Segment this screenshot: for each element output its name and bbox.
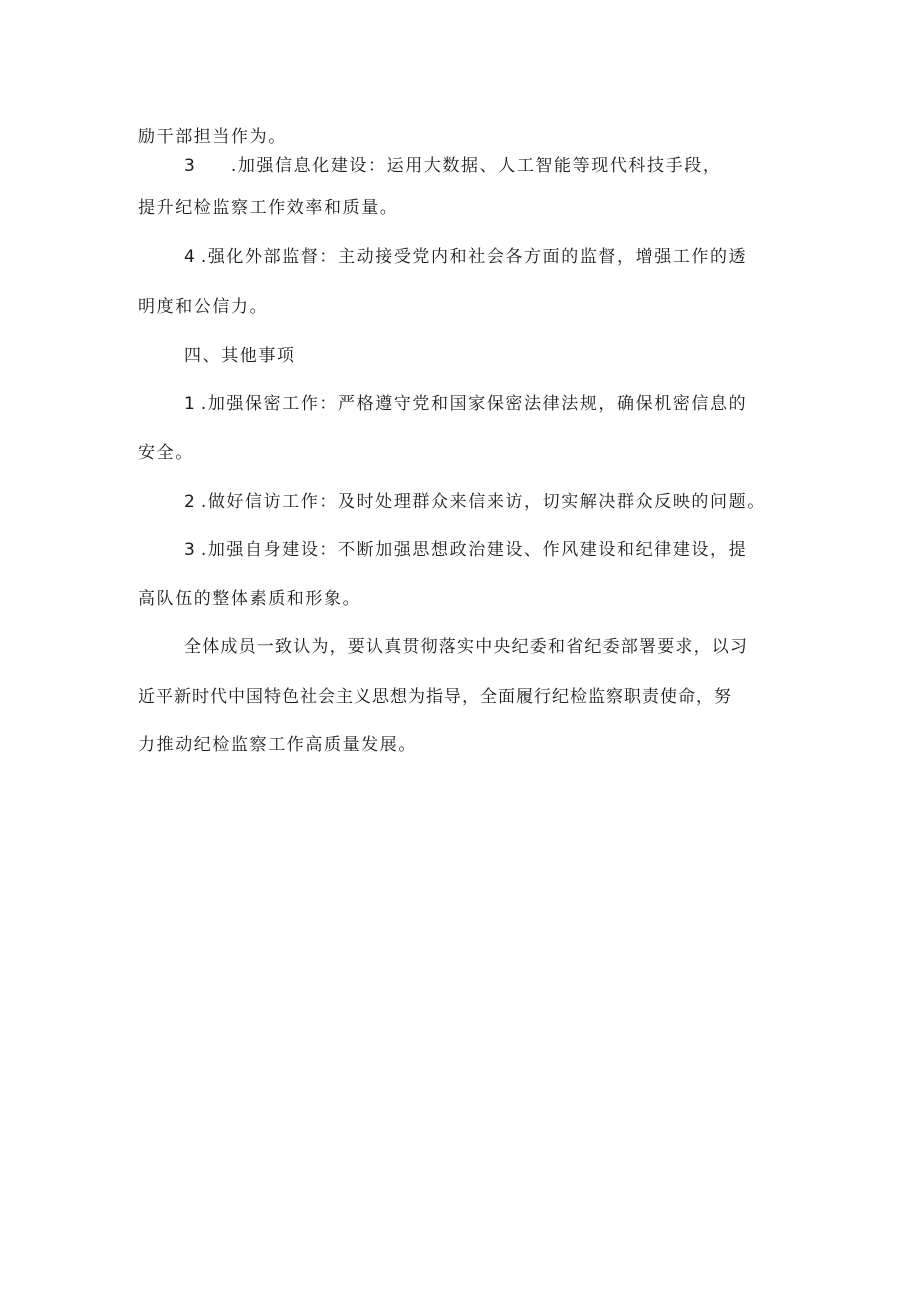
list-number: 3 <box>184 540 195 560</box>
line-text: 力推动纪检监察工作高质量发展。 <box>138 735 417 755</box>
line-text: 明度和公信力。 <box>138 297 269 317</box>
list-item-4-line <box>184 245 747 269</box>
line-text: 提升纪检监察工作效率和质量。 <box>138 198 399 218</box>
summary-paragraph-line <box>138 733 417 757</box>
line-text: .加强自身建设：不断加强思想政治建设、作风建设和纪律建设，提 <box>200 540 748 560</box>
list-number: 1 <box>184 394 195 414</box>
line-text: 近平新时代中国特色社会主义思想为指导，全面履行纪检监察职责使命，努 <box>138 687 732 707</box>
paragraph-continuation-line <box>138 441 194 465</box>
paragraph-continuation-line <box>138 125 287 149</box>
list-item-3-line <box>184 154 721 178</box>
summary-paragraph-line <box>184 635 748 659</box>
paragraph-continuation-line <box>138 295 268 319</box>
line-text: 高队伍的整体素质和形象。 <box>138 589 362 609</box>
line-text: .加强保密工作：严格遵守党和国家保密法律法规，确保机密信息的 <box>200 394 748 414</box>
line-text: .做好信访工作：及时处理群众来信来访，切实解决群众反映的问题。 <box>200 492 766 512</box>
line-text: .强化外部监督：主动接受党内和社会各方面的监督，增强工作的透 <box>200 247 748 267</box>
paragraph-continuation-line <box>138 587 361 611</box>
list-item-3-line <box>184 538 747 562</box>
list-number: 2 <box>184 492 195 512</box>
paragraph-continuation-line <box>138 196 398 220</box>
line-text: 励干部担当作为。 <box>138 127 287 147</box>
line-text: 全体成员一致认为，要认真贯彻落实中央纪委和省纪委部署要求，以习 <box>184 637 749 657</box>
list-item-1-line <box>184 392 747 416</box>
line-text: .加强信息化建设：运用大数据、人工智能等现代科技手段， <box>230 156 722 176</box>
list-item-2-line <box>184 490 766 514</box>
heading-text: 四、其他事项 <box>184 346 296 366</box>
list-number: 4 <box>184 247 195 267</box>
line-text: 安全。 <box>138 443 194 463</box>
summary-paragraph-line <box>138 685 732 709</box>
list-number: 3 <box>184 156 195 176</box>
section-heading <box>184 344 296 368</box>
